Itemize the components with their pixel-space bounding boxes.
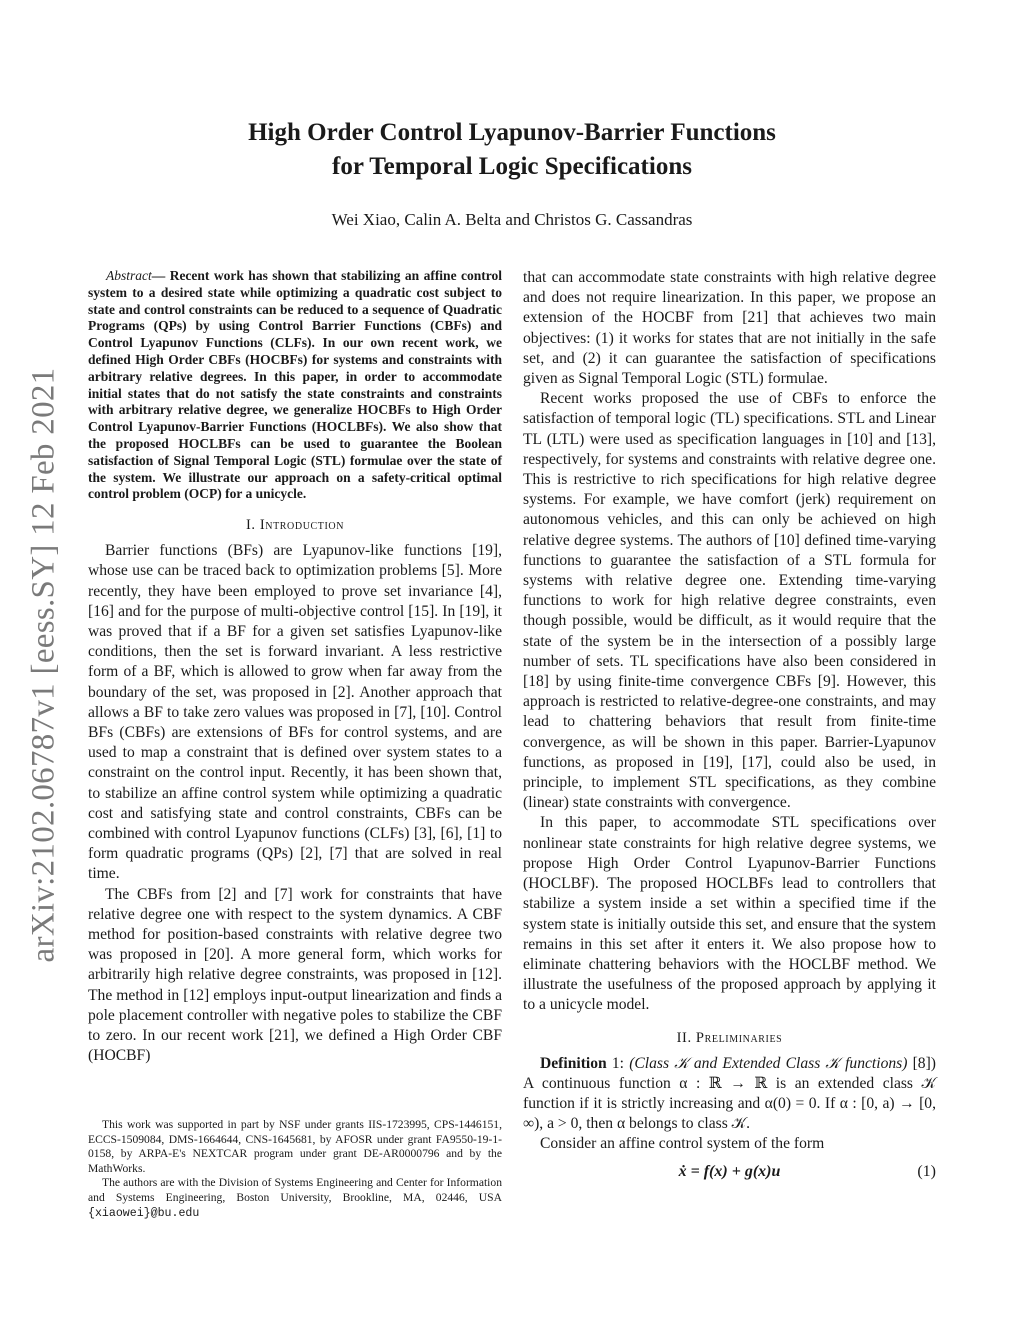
arxiv-identifier: arXiv:2102.06787v1 [eess.SY] 12 Feb 2021 <box>25 367 62 963</box>
author-list: Wei Xiao, Calin A. Belta and Christos G. Cassandras <box>331 210 693 229</box>
definition-label: Definition <box>540 1054 607 1072</box>
funding-footnote: This work was supported in part by NSF under grants IIS-1723995, CPS-1446151, ECCS-1509084, DMS-1664644, CNS-1645681, by AFOSR under grant FA9550-19-1-0158, by ARPA-E's NEXTCAR program under grant DE-AR0000796 and by the MathWorks. <box>88 1118 502 1175</box>
title-line-2: for Temporal Logic Specifications <box>332 153 692 180</box>
equation-body: ẋ = f(x) + g(x)u <box>678 1162 781 1180</box>
abstract-lead: Abstract <box>106 268 152 283</box>
abstract-text: — Recent work has shown that stabilizing an affine control system to a desired state while optimizing a quadratic cost subject to state and control constraints can be reduced to a sequence of Quadratic Programs (QPs) by using Control Barrier Functions (CBFs) and Control Lyapunov Functions (CLFs). In our own recent work, we defined High Order CBFs (HOCBFs) for systems and constraints with arbitrary relative degrees. In this paper, in order to accommodate initial states that do not satisfy the state constraints and constraints with arbitrary relative degree, we generalize HOCBFs to High Order Control Lyapunov-Barrier Functions (HOCLBFs). We also show that the proposed HOCLBFs can be used to guarantee the Boolean satisfaction of Signal Temporal Logic (STL) formulae over the state of the system. We illustrate our approach on a safety-critical optimal control problem (OCP) for a unicycle. <box>88 268 502 502</box>
body-paragraph: that can accommodate state constraints with high relative degree and does not require linearization. In this paper, we propose an extension of the HOCBF from [21] that achieves two main objectives: (1) it works for states that are not initially in the safe set, and (2) it can guarantee the satisfaction of specifications given as Signal Temporal Logic (STL) formulae. <box>523 269 936 388</box>
intro-paragraph: The CBFs from [2] and [7] work for constraints that have relative degree one with respect to the system dynamics. A CBF method for position-based constraints with relative degree two was proposed in [20]. A more general form, which works for arbitrarily high relative degree constraints, was proposed in [12]. The method in [12] employs input-output linearization and finds a pole placement controller with negative poles to stabilize the CBF to zero. In our recent work [21], we defined a High Order CBF (HOCBF) <box>88 885 502 1065</box>
definition-text: [8]) A continuous function α : ℝ → ℝ is an extended class 𝒦 function if it is strictly increasing and α(0) = 0. If α : [0, a) → [0, ∞), a > 0, then α belongs to class 𝒦. <box>523 1054 936 1133</box>
definition-1 <box>523 1054 936 1135</box>
body-paragraph: Consider an affine control system of the form <box>540 1135 825 1153</box>
affiliation-text: The authors are with the Division of Systems Engineering and Center for Information and Systems Engineering, Boston University, Brookline, MA, 02446, USA <box>88 1176 502 1204</box>
body-paragraph: Recent works proposed the use of CBFs to enforce the satisfaction of temporal logic (TL) specifications. STL and Linear TL (LTL) were used as specification languages in [10] and [13], respectively, for systems and constraints with relative degree one. This is restrictive to rich specifications for high relative degree systems. For example, we have comfort (jerk) requirement on autonomous vehicles, and this can only be achieved on high relative degree systems. The authors of [10] defined time-varying functions to guarantee the satisfaction of a STL formula for systems with relative degree one. Extending time-varying functions to work for high relative degree constraints, even though possible, would be difficult, as it would require that the state of the system be in the intersection of a possibly large number of sets. TL specifications have also been considered in [18] by using finite-time convergence CBFs [9]. However, this approach is restricted to relative-degree-one constraints, and may lead to chattering behaviors that result from finite-time convergence, as will be shown in this paper. Barrier-Lyapunov functions, as proposed in [19], [17], could also be used, in principle, to implement STL specifications, as they combine (linear) state constraints with convergence. <box>523 390 936 812</box>
right-column <box>523 268 936 1189</box>
abstract <box>88 268 502 503</box>
paper-title <box>0 116 1024 184</box>
equation-number: (1) <box>917 1162 936 1180</box>
body-paragraph: In this paper, to accommodate STL specifications over nonlinear state constraints for high relative degree systems, we propose High Order Control Lyapunov-Barrier Functions (HOCLBF). The proposed HOCLBFs lead to controllers that stabilize a system inside a set within a specified time if the system state is initially outside this set, and ensure that the system remains in this set after it enters it. We also propose how to eliminate chattering behaviors with the HOCLBF method. We illustrate the usefulness of the proposed approach by applying it to a unicycle model. <box>523 814 936 1014</box>
equation-1 <box>523 1159 936 1189</box>
section-heading-introduction: I. Introduction <box>245 517 345 534</box>
affiliation-footnote <box>88 1176 502 1221</box>
definition-name: (Class 𝒦 and Extended Class 𝒦 functions) <box>629 1054 908 1072</box>
author-email: {xiaowei}@bu.edu <box>88 1206 200 1220</box>
arxiv-sidebar <box>18 345 70 985</box>
title-line-1: High Order Control Lyapunov-Barrier Functions <box>248 119 776 146</box>
intro-paragraph: Barrier functions (BFs) are Lyapunov-like functions [19], whose use can be traced back to optimization problems [5]. More recently, they have been employed to prove set invariance [4], [16] and for the purpose of multi-objective control [15]. In [19], it was proved that if a BF for a given set satisfies Lyapunov-like conditions, then the set is forward invariant. A less restrictive form of a BF, which is allowed to grow when far away from the boundary of the set, was proposed in [2]. Another approach that allows a BF to take zero values was proposed in [7], [10]. Control BFs (CBFs) are extensions of BFs for control systems, and are used to map a constraint that is defined over system states to a constraint on the control input. Recently, it has been shown that, to stabilize an affine control system while optimizing a quadratic cost and satisfying state and control constraints, CBFs can be combined with control Lyapunov functions (CLFs) [3], [6], [1] to form quadratic programs (QPs) [2], [7] that are solved in real time. <box>88 542 502 883</box>
section-heading-preliminaries: II. Preliminaries <box>676 1029 783 1046</box>
footnotes <box>88 1118 502 1221</box>
definition-number: 1: <box>606 1054 625 1072</box>
left-column <box>88 268 502 1066</box>
